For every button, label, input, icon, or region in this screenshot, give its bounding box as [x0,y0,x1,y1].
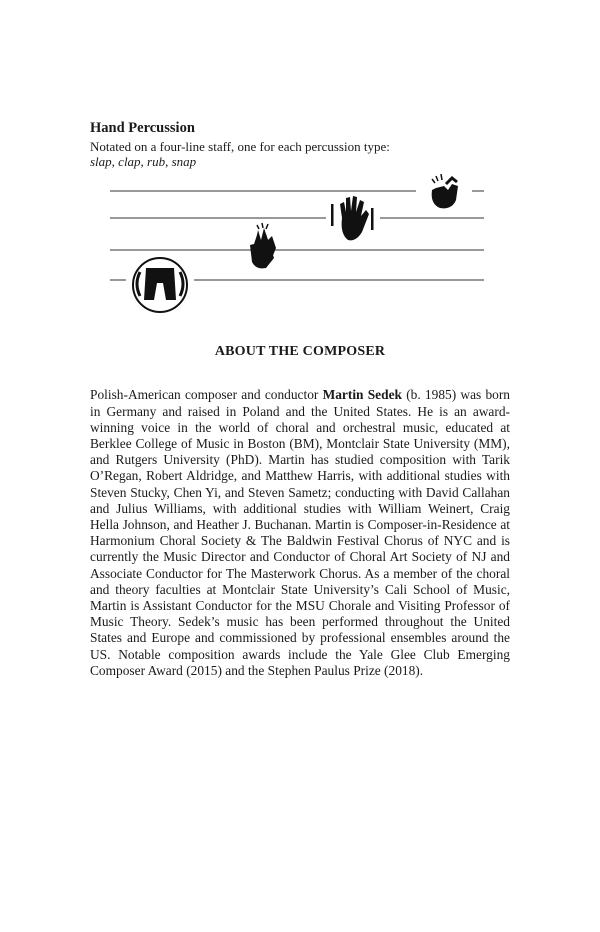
slap-icon [133,258,187,312]
percussion-staff [0,0,600,330]
composer-name: Martin Sedek [322,387,402,403]
about-composer-heading: ABOUT THE COMPOSER [214,344,386,359]
bio-intro: Polish-American composer and conductor [90,387,323,403]
snap-icon [432,174,458,208]
percussion-types: slap, clap, rub, snap [90,154,197,169]
clap-icon [250,223,276,268]
bio-body: (b. 1985) was born in Germany and raised in Poland and the United States. He is an award-winning voice in the world of choral and orchestral music, educated at Berklee College of Music in Boston (BM), Montclair State University (MM), and Rutgers University (PhD). Martin has studied composition with Tarik O’Regan, Robert Aldridge, and Matthew Harris, with additional studies with Steven Stucky, Chen Yi, and Steven Sametz; conducting with David Callahan and Julius Williams, with additional studies with William Weinert, Craig Hella Johnson, and Heather J. Buchanan. Martin is Composer-in-Residence at Harmonium Choral Society & The Baldwin Festival Chorus of NYC and is currently the Music Director and Conductor of Choral Art Society of NJ and Associate Conductor for The Masterwork Chorus. As a member of the choral and theory faculties at Montclair State University’s Cali School of Music, Martin is Assistant Conductor for the MSU Chorale and Visiting Professor of Music Theory. Sedek’s music has been performed throughout the United States and Europe and commissioned by professional ensembles around the US. Notable composition awards include the Yale Glee Club Emerging Composer Award (2015) and the Stephen Paulus Prize (2018). [90,387,510,678]
composer-biography [90,387,510,679]
section-heading-hand-percussion: Hand Percussion [90,120,195,136]
rub-icon [331,196,374,240]
hand-percussion-description: Notated on a four-line staff, one for each percussion type: [90,139,390,154]
